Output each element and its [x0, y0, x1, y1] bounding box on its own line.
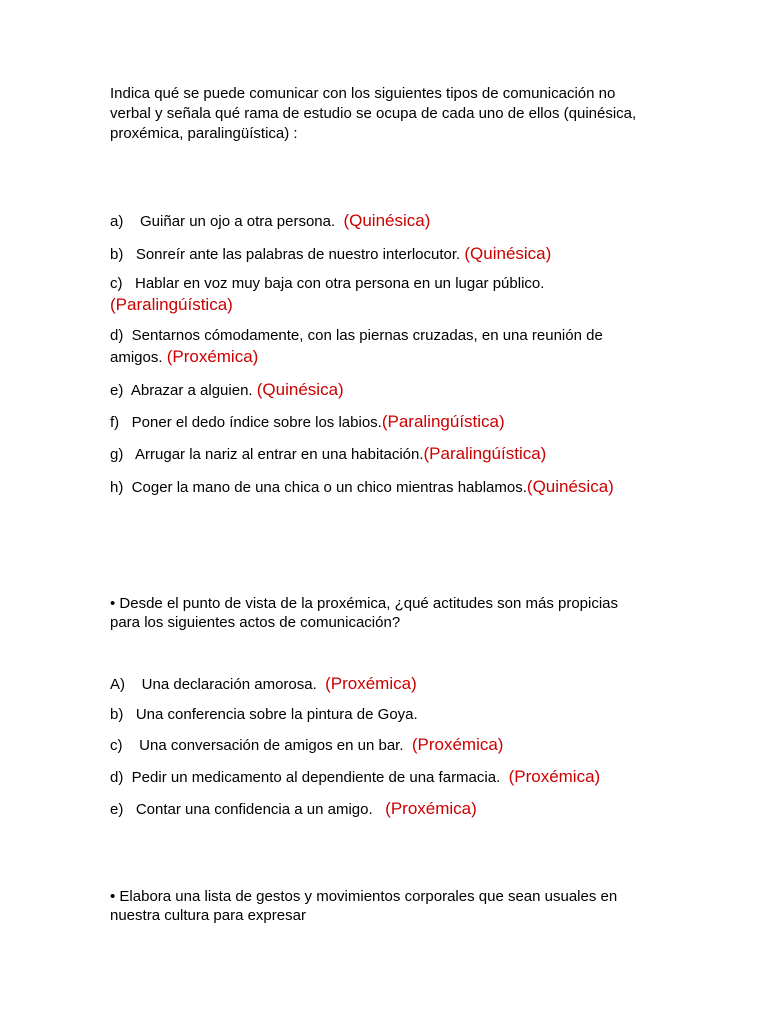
- list1-item-h: [110, 477, 670, 498]
- question3-line-2: nuestra cultura para expresar: [110, 907, 306, 924]
- item-text: a) Guiñar un ojo a otra persona.: [110, 213, 344, 230]
- answer-text: (Paralingúística): [423, 444, 547, 463]
- item-text: e) Contar una confidencia a un amigo.: [110, 801, 386, 818]
- list1-item-f: [110, 412, 670, 433]
- list1-item-e: [110, 380, 670, 401]
- item-text: e) Abrazar a alguien.: [110, 382, 257, 399]
- intro-line-3: proxémica, paralingüística) :: [110, 125, 298, 142]
- item-text: f) Poner el dedo índice sobre los labios.: [110, 414, 382, 431]
- answer-text: (Quinésica): [256, 380, 344, 399]
- answer-text: (Proxémica): [411, 735, 504, 754]
- answer-text: (Quinésica): [464, 244, 552, 263]
- answer-text: (Proxémica): [325, 674, 417, 693]
- item-text: d) Sentarnos cómodamente, con las piernas cruzadas, en una reunión de: [110, 327, 603, 344]
- answer-text: (Quinésica): [343, 211, 431, 230]
- question2-line-1: • Desde el punto de vista de la proxémica, ¿qué actitudes son más propicias: [110, 595, 619, 612]
- answer-text: (Proxémica): [508, 767, 601, 786]
- intro-line-1: Indica qué se puede comunicar con los siguientes tipos de comunicación no: [110, 85, 616, 102]
- item-text: g) Arrugar la nariz al entrar en una habitación.: [110, 446, 424, 463]
- item-text: c) Hablar en voz muy baja con otra persona en un lugar público.: [110, 275, 545, 292]
- list1-item-d-cont: [110, 347, 670, 368]
- intro-line-2: verbal y señala qué rama de estudio se ocupa de cada uno de ellos (quinésica,: [110, 105, 637, 122]
- list2-item-a: [110, 674, 670, 695]
- question3-line-1: • Elabora una lista de gestos y movimientos corporales que sean usuales en: [110, 888, 618, 905]
- answer-text: (Quinésica): [526, 477, 614, 496]
- list1-item-b: [110, 244, 670, 265]
- question2-line-2: para los siguientes actos de comunicación?: [110, 614, 401, 631]
- answer-text: (Paralingúística): [381, 412, 505, 431]
- answer-text: (Proxémica): [385, 799, 477, 818]
- list2-item-c: [110, 735, 670, 756]
- list1-item-c-answer: [110, 295, 670, 316]
- item-text: d) Pedir un medicamento al dependiente de una farmacia.: [110, 769, 509, 786]
- list1-item-g: [110, 444, 670, 465]
- item-text: h) Coger la mano de una chica o un chico mientras hablamos.: [110, 479, 527, 496]
- item-text: c) Una conversación de amigos en un bar.: [110, 737, 412, 754]
- list2-item-e: [110, 799, 670, 820]
- list2-item-b: [110, 704, 670, 725]
- list1-item-d: [110, 326, 670, 346]
- list2-item-d: [110, 767, 670, 788]
- answer-text: (Proxémica): [166, 347, 259, 366]
- item-text: A) Una declaración amorosa.: [110, 676, 326, 693]
- answer-text: (Paralingúística): [110, 295, 233, 314]
- item-text: amigos.: [110, 349, 167, 366]
- item-text: b) Sonreír ante las palabras de nuestro interlocutor.: [110, 246, 465, 263]
- list1-item-a: [110, 211, 670, 232]
- item-text: b) Una conferencia sobre la pintura de Goya.: [110, 706, 418, 723]
- list1-item-c: [110, 274, 670, 294]
